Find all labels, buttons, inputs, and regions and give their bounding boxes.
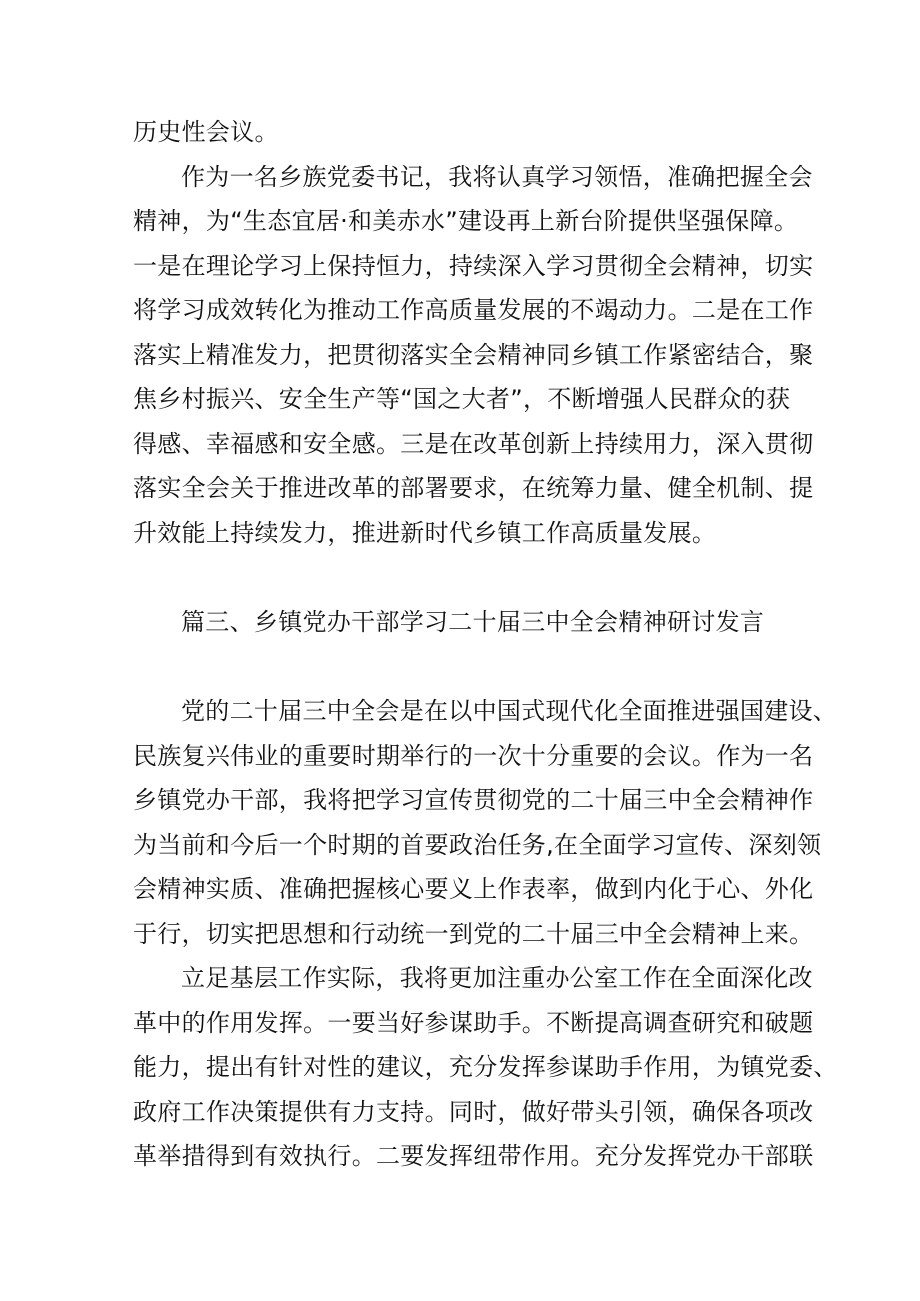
paragraph-line: 历史性会议。 xyxy=(133,118,279,146)
section-heading: 篇三、乡镇党办干部学习二十届三中全会精神研讨发言 xyxy=(181,608,765,636)
paragraph-line: 焦乡村振兴、安全生产等“国之大者”，不断增强人民群众的获 xyxy=(133,385,791,413)
paragraph-line: 革中的作用发挥。一要当好参谋助手。不断提高调查研究和破题 xyxy=(133,1009,814,1037)
paragraph-line: 乡镇党办干部，我将把学习宣传贯彻党的二十届三中全会精神作 xyxy=(133,786,814,814)
paragraph-line: 党的二十届三中全会是在以中国式现代化全面推进强国建设、 xyxy=(181,697,838,725)
paragraph-line: 政府工作决策提供有力支持。同时，做好带头引领，确保各项改 xyxy=(133,1098,814,1126)
paragraph-line: 为当前和今后一个时期的首要政治任务,在全面学习宣传、深刻领 xyxy=(133,831,822,859)
paragraph-line: 将学习成效转化为推动工作高质量发展的不竭动力。二是在工作 xyxy=(133,296,814,324)
paragraph-line: 民族复兴伟业的重要时期举行的一次十分重要的会议。作为一名 xyxy=(133,742,814,770)
paragraph-line: 作为一名乡族党委书记，我将认真学习领悟，准确把握全会 xyxy=(181,163,813,191)
paragraph-line: 能力，提出有针对性的建议，充分发挥参谋助手作用，为镇党委、 xyxy=(133,1053,838,1081)
paragraph-line: 升效能上持续发力，推进新时代乡镇工作高质量发展。 xyxy=(133,519,717,547)
paragraph-line: 落实全会关于推进改革的部署要求，在统筹力量、健全机制、提 xyxy=(133,474,814,502)
paragraph-line: 于行，切实把思想和行动统一到党的二十届三中全会精神上来。 xyxy=(133,920,814,948)
paragraph-line: 精神，为“生态宜居·和美赤水”建设再上新台阶提供坚强保障。 xyxy=(133,207,799,235)
paragraph-line: 落实上精准发力，把贯彻落实全会精神同乡镇工作紧密结合，聚 xyxy=(133,341,814,369)
paragraph-line: 得感、幸福感和安全感。三是在改革创新上持续用力，深入贯彻 xyxy=(133,430,814,458)
paragraph-line: 立足基层工作实际，我将更加注重办公室工作在全面深化改 xyxy=(181,964,813,992)
paragraph-line: 一是在理论学习上保持恒力，持续深入学习贯彻全会精神，切实 xyxy=(133,252,814,280)
paragraph-line: 会精神实质、准确把握核心要义上作表率，做到内化于心、外化 xyxy=(133,875,814,903)
paragraph-line: 革举措得到有效执行。二要发挥纽带作用。充分发挥党办干部联 xyxy=(133,1142,814,1170)
